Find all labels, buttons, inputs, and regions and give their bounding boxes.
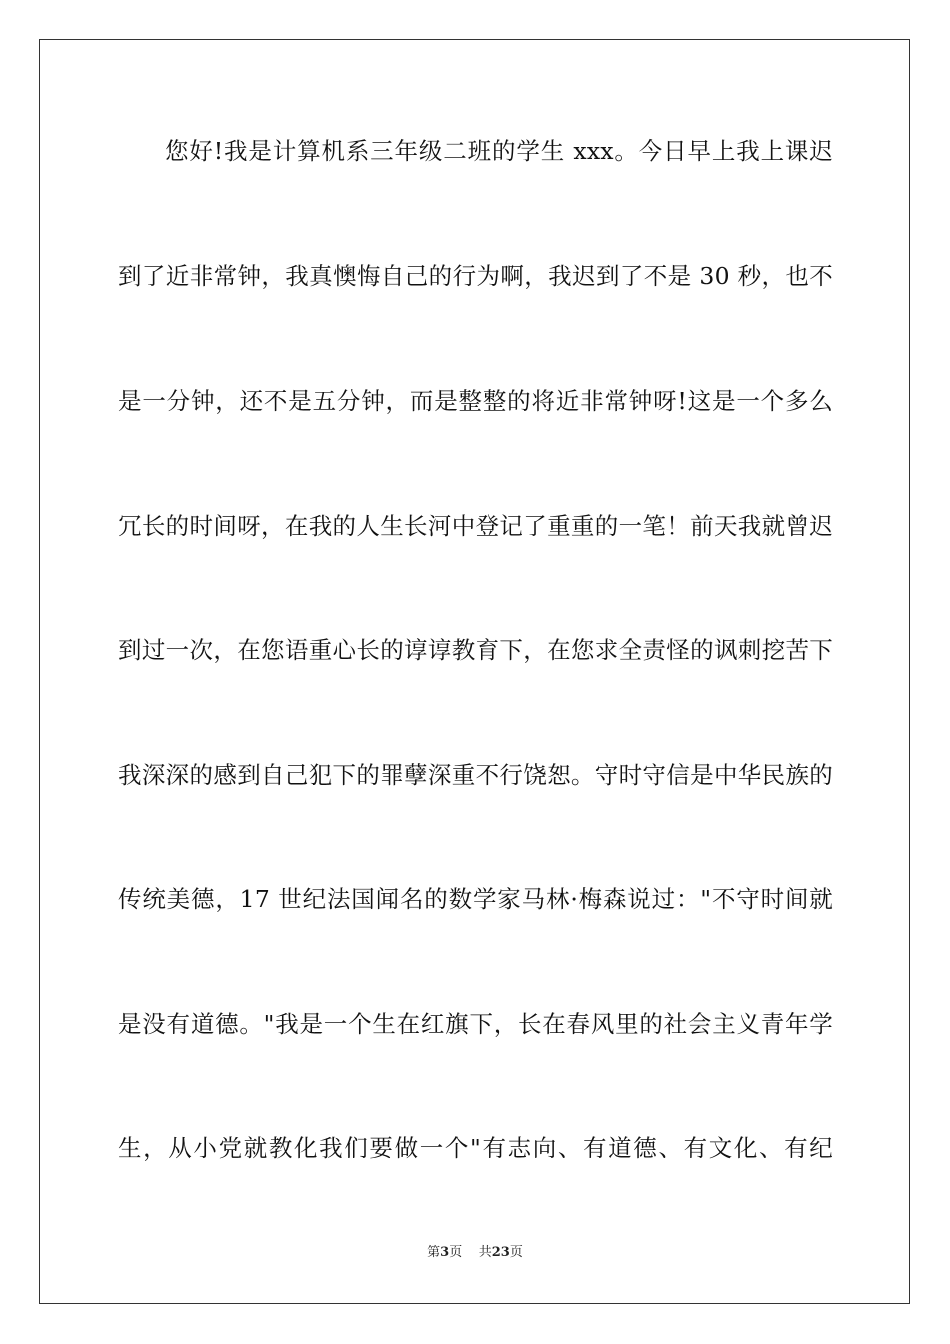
total-pages: 23 [491, 1245, 510, 1260]
page-footer [0, 1245, 950, 1261]
page-suffix: 页 [449, 1245, 463, 1260]
paragraph-line-5: 到过一次，在您语重心长的谆谆教育下，在您求全责怪的讽刺挖苦下 [118, 636, 833, 664]
paragraph-line-6: 我深深的感到自己犯下的罪孽深重不行饶恕。守时守信是中华民族的 [118, 761, 833, 789]
paragraph-line-7: 传统美德，17 世纪法国闻名的数学家马林·梅森说过："不守时间就 [118, 885, 833, 913]
paragraph-line-3: 是一分钟，还不是五分钟，而是整整的将近非常钟呀!这是一个多么 [118, 387, 833, 415]
paragraph-line-4: 冗长的时间呀，在我的人生长河中登记了重重的一笔！前天我就曾迟 [118, 512, 833, 540]
total-prefix: 共 [478, 1245, 492, 1260]
page-border [39, 39, 910, 1304]
total-suffix: 页 [509, 1245, 523, 1260]
paragraph-line-1: 您好!我是计算机系三年级二班的学生 xxx。今日早上我上课迟 [165, 137, 833, 165]
page-number: 3 [440, 1245, 450, 1260]
paragraph-line-2: 到了近非常钟，我真懊悔自己的行为啊，我迟到了不是 30 秒，也不 [118, 262, 833, 290]
paragraph-line-8: 是没有道德。"我是一个生在红旗下，长在春风里的社会主义青年学 [118, 1010, 833, 1038]
page-prefix: 第 [427, 1245, 441, 1260]
paragraph-line-9: 生，从小党就教化我们要做一个"有志向、有道德、有文化、有纪 [118, 1134, 833, 1162]
